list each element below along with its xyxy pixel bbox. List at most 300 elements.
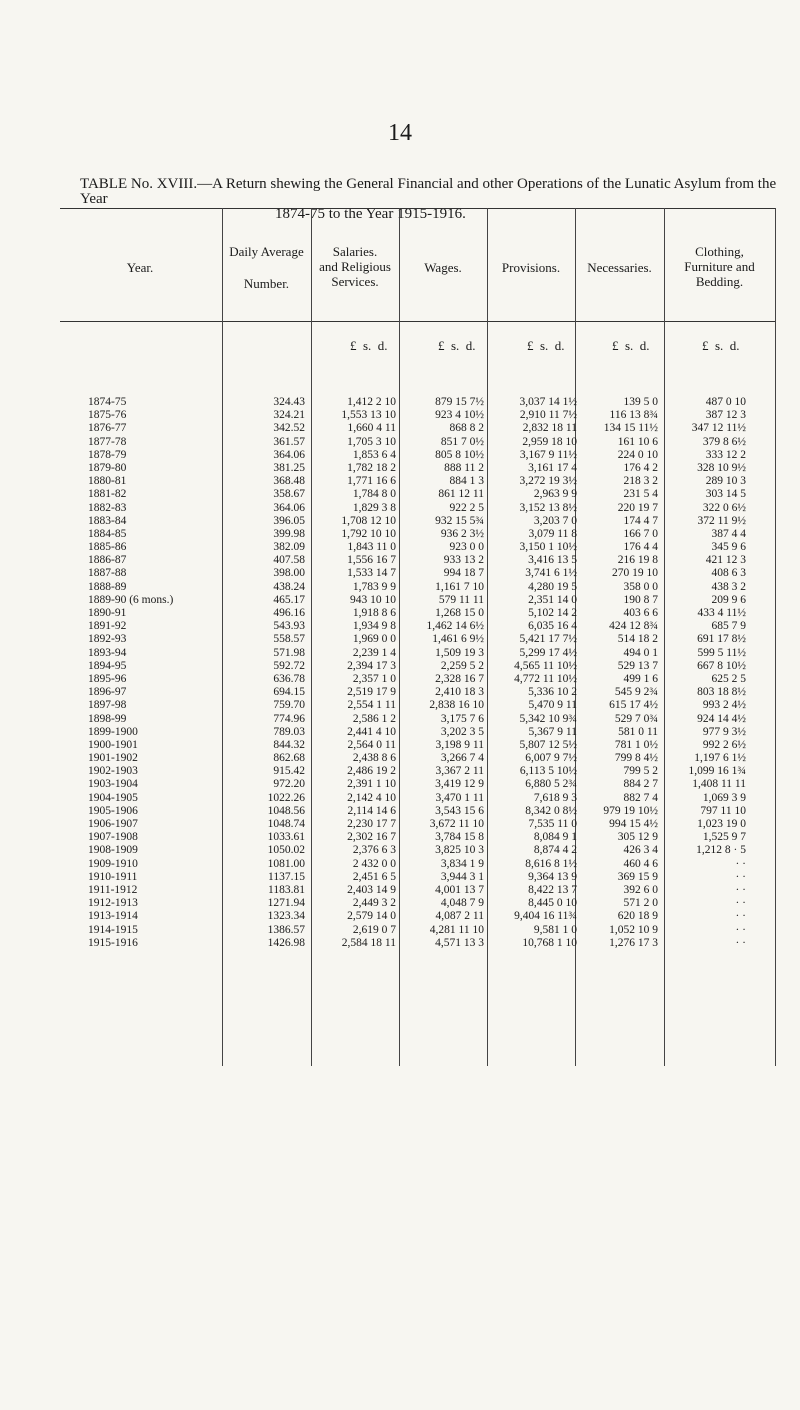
cell-clothing: 421 12 3	[705, 554, 746, 567]
cell-year: 1901-1902	[88, 752, 138, 765]
cell-clothing: 433 4 11½	[697, 607, 746, 619]
cell-clothing: · ·	[735, 910, 746, 923]
cell-salaries: 1,784 8 0	[352, 488, 396, 501]
cell-salaries: 2,441 4 10	[347, 725, 396, 738]
cell-daily-average: 342.52	[273, 422, 305, 435]
cell-year: 1884-85	[88, 527, 127, 540]
table-row	[0, 726, 800, 739]
cell-year: 1899-1900	[88, 725, 138, 738]
header-clothing-line-2: Furniture and	[684, 259, 755, 274]
cell-year: 1887-88	[88, 567, 127, 580]
cell-salaries: 2,519 17 9	[347, 686, 396, 699]
cell-necessaries: 615 17 4½	[609, 699, 658, 712]
cell-year: 1911-1912	[88, 883, 138, 896]
cell-daily-average: 396.05	[273, 514, 305, 527]
cell-salaries: 2,486 19 2	[347, 765, 396, 778]
cell-necessaries: 392 6 0	[623, 883, 658, 896]
table-row	[0, 647, 800, 660]
cell-provisions: 7,618 9 3	[533, 791, 577, 804]
cell-wages: 3,543 15 6	[435, 804, 484, 817]
cell-clothing: · ·	[735, 883, 746, 896]
cell-wages: 3,470 1 11	[435, 791, 484, 804]
cell-provisions: 6,007 9 7½	[525, 752, 577, 765]
table-row	[0, 488, 800, 501]
cell-necessaries: 305 12 9	[617, 831, 658, 844]
cell-year: 1889-90 (6 mons.)	[88, 593, 174, 606]
cell-year: 1914-1915	[88, 923, 138, 936]
cell-provisions: 5,421 17 7½	[519, 633, 577, 646]
cell-salaries: 2,230 17 7	[347, 818, 396, 830]
cell-necessaries: 218 3 2	[623, 475, 658, 488]
cell-daily-average: 1183.81	[268, 883, 305, 896]
cell-provisions: 2,351 14 0	[528, 593, 577, 606]
cell-necessaries: 174 4 7	[623, 514, 658, 527]
cell-clothing: 992 2 6½	[702, 738, 746, 751]
cell-year: 1877-78	[88, 435, 127, 448]
cell-wages: 3,834 1 9	[440, 857, 484, 870]
cell-clothing: 1,197 6 1½	[694, 752, 746, 765]
cell-year: 1913-1914	[88, 910, 138, 923]
cell-daily-average: 1050.02	[267, 844, 305, 857]
cell-clothing: 487 0 10	[705, 396, 746, 408]
page-number: 14	[388, 120, 412, 146]
table-row	[0, 554, 800, 567]
table-row	[0, 528, 800, 541]
table-row	[0, 436, 800, 449]
cell-clothing: 322 0 6½	[702, 501, 746, 514]
cell-salaries: 1,783 9 9	[352, 580, 396, 593]
cell-clothing: 387 4 4	[711, 527, 746, 540]
table-row	[0, 844, 800, 857]
cell-necessaries: 176 4 2	[623, 461, 658, 474]
cell-provisions: 3,167 9 11½	[519, 448, 577, 461]
header-daily-line-1: Daily Average	[229, 244, 304, 259]
cell-year: 1876-77	[88, 422, 127, 435]
cell-daily-average: 1323.34	[267, 910, 305, 923]
cell-provisions: 3,272 19 3½	[519, 475, 577, 488]
cell-daily-average: 382.09	[273, 541, 305, 554]
cell-provisions: 2,963 9 9	[533, 488, 577, 501]
table-row	[0, 607, 800, 620]
cell-year: 1886-87	[88, 554, 127, 567]
cell-necessaries: 176 4 4	[623, 541, 658, 554]
cell-provisions: 6,113 5 10½	[519, 765, 577, 778]
cell-necessaries: 781 1 0½	[614, 738, 658, 751]
units-provisions: £ s. d.	[527, 338, 565, 353]
table-row	[0, 502, 800, 515]
units-clothing: £ s. d.	[702, 338, 740, 353]
cell-clothing: 345 9 6	[711, 541, 746, 554]
cell-necessaries: 799 5 2	[623, 765, 658, 778]
cell-clothing: 387 12 3	[705, 409, 746, 422]
cell-year: 1882-83	[88, 501, 127, 514]
cell-salaries: 2,391 1 10	[347, 778, 396, 791]
cell-clothing: 408 6 3	[711, 567, 746, 580]
cell-provisions: 2,910 11 7½	[519, 409, 577, 422]
cell-wages: 3,672 11 10	[429, 818, 484, 830]
cell-clothing: 625 2 5	[711, 672, 746, 685]
table-title	[80, 177, 800, 222]
cell-year: 1904-1905	[88, 791, 138, 804]
cell-wages: 933 13 2	[443, 554, 484, 567]
cell-provisions: 4,772 11 10½	[514, 672, 577, 685]
cell-wages: 3,784 15 8	[435, 831, 484, 844]
units-wages: £ s. d.	[438, 338, 476, 353]
cell-daily-average: 407.58	[273, 554, 305, 567]
cell-provisions: 8,445 0 10	[528, 897, 577, 910]
cell-year: 1894-95	[88, 659, 127, 672]
cell-salaries: 1,553 13 10	[341, 409, 396, 422]
table-row	[0, 475, 800, 488]
header-year: Year.	[126, 260, 154, 275]
table-row	[0, 858, 800, 871]
cell-clothing: · ·	[735, 857, 746, 870]
cell-year: 1875-76	[88, 409, 127, 422]
cell-daily-average: 844.32	[273, 738, 305, 751]
cell-salaries: 1,771 16 6	[347, 475, 396, 488]
cell-year: 1903-1904	[88, 778, 138, 791]
cell-wages: 868 8 2	[449, 422, 484, 435]
cell-wages: 994 18 7	[443, 567, 484, 580]
table-row	[0, 620, 800, 633]
cell-daily-average: 789.03	[273, 725, 305, 738]
cell-daily-average: 368.48	[273, 475, 305, 488]
cell-daily-average: 543.93	[273, 620, 305, 633]
cell-daily-average: 1271.94	[267, 897, 305, 910]
table-row	[0, 449, 800, 462]
cell-provisions: 4,565 11 10½	[514, 659, 577, 672]
cell-provisions: 5,102 14 2	[528, 607, 577, 619]
table-row	[0, 924, 800, 937]
cell-wages: 851 7 0½	[440, 435, 484, 448]
cell-wages: 923 4 10½	[435, 409, 484, 422]
cell-year: 1883-84	[88, 514, 127, 527]
cell-wages: 923 0 0	[449, 541, 484, 554]
cell-necessaries: 545 9 2¾	[614, 686, 658, 699]
table-row	[0, 396, 800, 409]
cell-clothing: 1,408 11 11	[692, 778, 746, 791]
cell-clothing: 1,069 3 9	[702, 791, 746, 804]
table-row	[0, 805, 800, 818]
cell-provisions: 3,037 14 1½	[519, 396, 577, 408]
cell-necessaries: 979 19 10½	[603, 804, 658, 817]
cell-daily-average: 438.24	[273, 580, 305, 593]
cell-year: 1907-1908	[88, 831, 138, 844]
cell-provisions: 5,299 17 4½	[519, 646, 577, 659]
table-row	[0, 713, 800, 726]
cell-year: 1905-1906	[88, 804, 138, 817]
cell-salaries: 2,357 1 0	[352, 672, 396, 685]
cell-provisions: 2,959 18 10	[522, 435, 577, 448]
title-line-1: TABLE No. XVIII.—A Return shewing the General Financial and other Operations of the Lunatic Asylum from the Year	[80, 176, 777, 207]
cell-necessaries: 369 15 9	[617, 870, 658, 883]
cell-necessaries: 884 2 7	[623, 778, 658, 791]
cell-daily-average: 1426.98	[267, 936, 305, 949]
cell-clothing: 333 12 2	[705, 448, 746, 461]
cell-necessaries: 426 3 4	[623, 844, 658, 857]
cell-clothing: 1,023 19 0	[697, 818, 746, 830]
cell-clothing: 438 3 2	[711, 580, 746, 593]
cell-salaries: 1,660 4 11	[347, 422, 396, 435]
cell-daily-average: 358.67	[273, 488, 305, 501]
cell-year: 1915-1916	[88, 936, 138, 949]
table-row	[0, 910, 800, 923]
cell-year: 1879-80	[88, 461, 127, 474]
cell-clothing: 797 11 10	[700, 804, 746, 817]
cell-provisions: 6,880 5 2¾	[525, 778, 577, 791]
cell-salaries: 1,934 9 8	[352, 620, 396, 633]
cell-clothing: 691 17 8½	[697, 633, 746, 646]
cell-salaries: 2,449 3 2	[352, 897, 396, 910]
table-row	[0, 633, 800, 646]
cell-wages: 3,175 7 6	[440, 712, 484, 725]
cell-clothing: 289 10 3	[705, 475, 746, 488]
cell-salaries: 1,708 12 10	[341, 514, 396, 527]
cell-provisions: 8,874 4 2	[533, 844, 577, 857]
cell-daily-average: 1022.26	[267, 791, 305, 804]
cell-provisions: 6,035 16 4	[528, 620, 577, 633]
cell-year: 1912-1913	[88, 897, 138, 910]
table-row	[0, 581, 800, 594]
table-row	[0, 422, 800, 435]
cell-provisions: 5,336 10 2	[528, 686, 577, 699]
table-row	[0, 818, 800, 831]
cell-wages: 1,268 15 0	[435, 607, 484, 619]
cell-provisions: 3,150 1 10½	[519, 541, 577, 554]
cell-provisions: 3,203 7 0	[533, 514, 577, 527]
cell-provisions: 5,367 9 11	[528, 725, 577, 738]
cell-wages: 1,462 14 6½	[426, 620, 484, 633]
cell-clothing: · ·	[735, 936, 746, 949]
cell-necessaries: 620 18 9	[617, 910, 658, 923]
cell-wages: 2,838 16 10	[429, 699, 484, 712]
cell-salaries: 943 10 10	[350, 593, 396, 606]
cell-necessaries: 460 4 6	[623, 857, 658, 870]
cell-year: 1910-1911	[88, 870, 138, 883]
table-row	[0, 831, 800, 844]
cell-wages: 861 12 11	[438, 488, 484, 501]
header-daily-line-2: Number.	[243, 276, 290, 291]
cell-daily-average: 1386.57	[267, 923, 305, 936]
cell-clothing: 924 14 4½	[697, 712, 746, 725]
cell-salaries: 2,564 0 11	[347, 738, 396, 751]
cell-daily-average: 759.70	[273, 699, 305, 712]
cell-salaries: 1,556 16 7	[347, 554, 396, 567]
cell-salaries: 1,705 3 10	[347, 435, 396, 448]
cell-necessaries: 494 0 1	[623, 646, 658, 659]
header-bottom-rule	[60, 321, 775, 322]
cell-provisions: 8,616 8 1½	[525, 857, 577, 870]
cell-clothing: 347 12 11½	[691, 422, 746, 435]
cell-necessaries: 882 7 4	[623, 791, 658, 804]
table-row	[0, 409, 800, 422]
cell-daily-average: 972.20	[273, 778, 305, 791]
cell-necessaries: 1,276 17 3	[609, 936, 658, 949]
cell-necessaries: 161 10 6	[617, 435, 658, 448]
cell-salaries: 1,792 10 10	[341, 527, 396, 540]
cell-salaries: 1,918 8 6	[352, 607, 396, 619]
cell-necessaries: 514 18 2	[617, 633, 658, 646]
cell-wages: 4,571 13 3	[435, 936, 484, 949]
cell-salaries: 2 432 0 0	[352, 857, 396, 870]
cell-year: 1893-94	[88, 646, 127, 659]
header-clothing-line-1: Clothing,	[695, 244, 744, 259]
cell-clothing: 1,525 9 7	[702, 831, 746, 844]
cell-daily-average: 465.17	[273, 593, 305, 606]
cell-clothing: 1,099 16 1¾	[688, 765, 746, 778]
cell-necessaries: 529 7 0¾	[614, 712, 658, 725]
cell-daily-average: 571.98	[273, 646, 305, 659]
cell-necessaries: 358 0 0	[623, 580, 658, 593]
cell-wages: 3,419 12 9	[435, 778, 484, 791]
table-row	[0, 699, 800, 712]
cell-salaries: 2,239 1 4	[352, 646, 396, 659]
cell-clothing: 599 5 11½	[697, 646, 746, 659]
table-row	[0, 594, 800, 607]
cell-salaries: 2,302 16 7	[347, 831, 396, 844]
cell-necessaries: 799 8 4½	[614, 752, 658, 765]
cell-provisions: 7,535 11 0	[528, 818, 577, 830]
cell-clothing: 803 18 8½	[697, 686, 746, 699]
cell-daily-average: 1081.00	[267, 857, 305, 870]
cell-provisions: 5,470 9 11	[528, 699, 577, 712]
cell-daily-average: 381.25	[273, 461, 305, 474]
cell-clothing: · ·	[735, 923, 746, 936]
cell-wages: 3,944 3 1	[440, 870, 484, 883]
cell-provisions: 10,768 1 10	[522, 936, 577, 949]
cell-provisions: 3,079 11 8	[528, 527, 577, 540]
cell-salaries: 2,619 0 7	[352, 923, 396, 936]
header-salaries-line-3: Services.	[331, 274, 379, 289]
cell-salaries: 2,554 1 11	[347, 699, 396, 712]
cell-clothing: 993 2 4½	[702, 699, 746, 712]
cell-salaries: 1,533 14 7	[347, 567, 396, 580]
cell-provisions: 3,152 13 8½	[519, 501, 577, 514]
cell-necessaries: 134 15 11½	[603, 422, 658, 435]
header-salaries-line-2: and Religious	[319, 259, 391, 274]
cell-year: 1885-86	[88, 541, 127, 554]
table-row	[0, 462, 800, 475]
cell-wages: 4,001 13 7	[435, 883, 484, 896]
cell-year: 1906-1907	[88, 818, 138, 830]
table-row	[0, 937, 800, 950]
cell-provisions: 5,342 10 9¾	[519, 712, 577, 725]
cell-salaries: 1,782 18 2	[347, 461, 396, 474]
cell-clothing: 303 14 5	[705, 488, 746, 501]
cell-year: 1900-1901	[88, 738, 138, 751]
cell-wages: 1,161 7 10	[435, 580, 484, 593]
cell-clothing: · ·	[735, 897, 746, 910]
cell-daily-average: 364.06	[273, 501, 305, 514]
cell-necessaries: 139 5 0	[623, 396, 658, 408]
cell-wages: 579 11 11	[438, 593, 484, 606]
units-salaries: £ s. d.	[350, 338, 388, 353]
cell-wages: 884 1 3	[449, 475, 484, 488]
cell-salaries: 2,438 8 6	[352, 752, 396, 765]
cell-wages: 1,509 19 3	[435, 646, 484, 659]
cell-necessaries: 571 2 0	[623, 897, 658, 910]
cell-daily-average: 324.21	[273, 409, 305, 422]
cell-wages: 3,825 10 3	[435, 844, 484, 857]
cell-wages: 1,461 6 9½	[432, 633, 484, 646]
cell-wages: 3,266 7 4	[440, 752, 484, 765]
cell-salaries: 2,394 17 3	[347, 659, 396, 672]
header-clothing	[664, 244, 775, 289]
header-necessaries: Necessaries.	[587, 260, 652, 275]
cell-wages: 879 15 7½	[435, 396, 484, 408]
cell-year: 1888-89	[88, 580, 127, 593]
table-row	[0, 686, 800, 699]
cell-wages: 922 2 5	[449, 501, 484, 514]
cell-daily-average: 862.68	[273, 752, 305, 765]
header-wages: Wages.	[424, 260, 462, 275]
cell-daily-average: 592.72	[273, 659, 305, 672]
cell-salaries: 2,114 14 6	[347, 804, 396, 817]
cell-provisions: 8,422 13 7	[528, 883, 577, 896]
cell-daily-average: 324.43	[273, 396, 305, 408]
cell-year: 1897-98	[88, 699, 127, 712]
header-salaries-line-1: Salaries.	[332, 244, 378, 259]
cell-necessaries: 231 5 4	[623, 488, 658, 501]
cell-necessaries: 216 19 8	[617, 554, 658, 567]
cell-year: 1891-92	[88, 620, 127, 633]
cell-necessaries: 166 7 0	[623, 527, 658, 540]
cell-provisions: 8,342 0 8½	[525, 804, 577, 817]
table-row	[0, 897, 800, 910]
header-clothing-line-3: Bedding.	[695, 274, 744, 289]
cell-clothing: 685 7 9	[711, 620, 746, 633]
table-row	[0, 778, 800, 791]
units-row	[0, 338, 800, 354]
cell-daily-average: 1048.74	[267, 818, 305, 830]
cell-salaries: 1,843 11 0	[347, 541, 396, 554]
cell-year: 1896-97	[88, 686, 127, 699]
cell-daily-average: 361.57	[273, 435, 305, 448]
cell-necessaries: 224 0 10	[617, 448, 658, 461]
cell-year: 1890-91	[88, 607, 127, 619]
table-row	[0, 752, 800, 765]
cell-year: 1880-81	[88, 475, 127, 488]
cell-provisions: 5,807 12 5½	[519, 738, 577, 751]
header-salaries	[311, 244, 399, 289]
header-daily-average	[222, 244, 311, 291]
cell-daily-average: 496.16	[273, 607, 305, 619]
table-top-rule	[60, 208, 775, 209]
cell-wages: 805 8 10½	[435, 448, 484, 461]
cell-necessaries: 499 1 6	[623, 672, 658, 685]
cell-clothing: 379 8 6½	[702, 435, 746, 448]
cell-provisions: 9,404 16 11¾	[514, 910, 577, 923]
cell-salaries: 2,579 14 0	[347, 910, 396, 923]
cell-necessaries: 994 15 4½	[609, 818, 658, 830]
cell-wages: 3,367 2 11	[435, 765, 484, 778]
cell-necessaries: 581 0 11	[618, 725, 658, 738]
cell-provisions: 4,280 19 5	[528, 580, 577, 593]
cell-wages: 2,328 16 7	[435, 672, 484, 685]
cell-provisions: 8,084 9 1	[533, 831, 577, 844]
cell-daily-average: 558.57	[273, 633, 305, 646]
table-row	[0, 871, 800, 884]
table-row	[0, 739, 800, 752]
cell-salaries: 2,142 4 10	[347, 791, 396, 804]
cell-provisions: 2,832 18 11	[522, 422, 577, 435]
cell-necessaries: 1,052 10 9	[609, 923, 658, 936]
cell-necessaries: 116 13 8¾	[609, 409, 658, 422]
table-row	[0, 792, 800, 805]
cell-necessaries: 424 12 8¾	[609, 620, 658, 633]
cell-provisions: 3,741 6 1½	[525, 567, 577, 580]
table-row	[0, 765, 800, 778]
